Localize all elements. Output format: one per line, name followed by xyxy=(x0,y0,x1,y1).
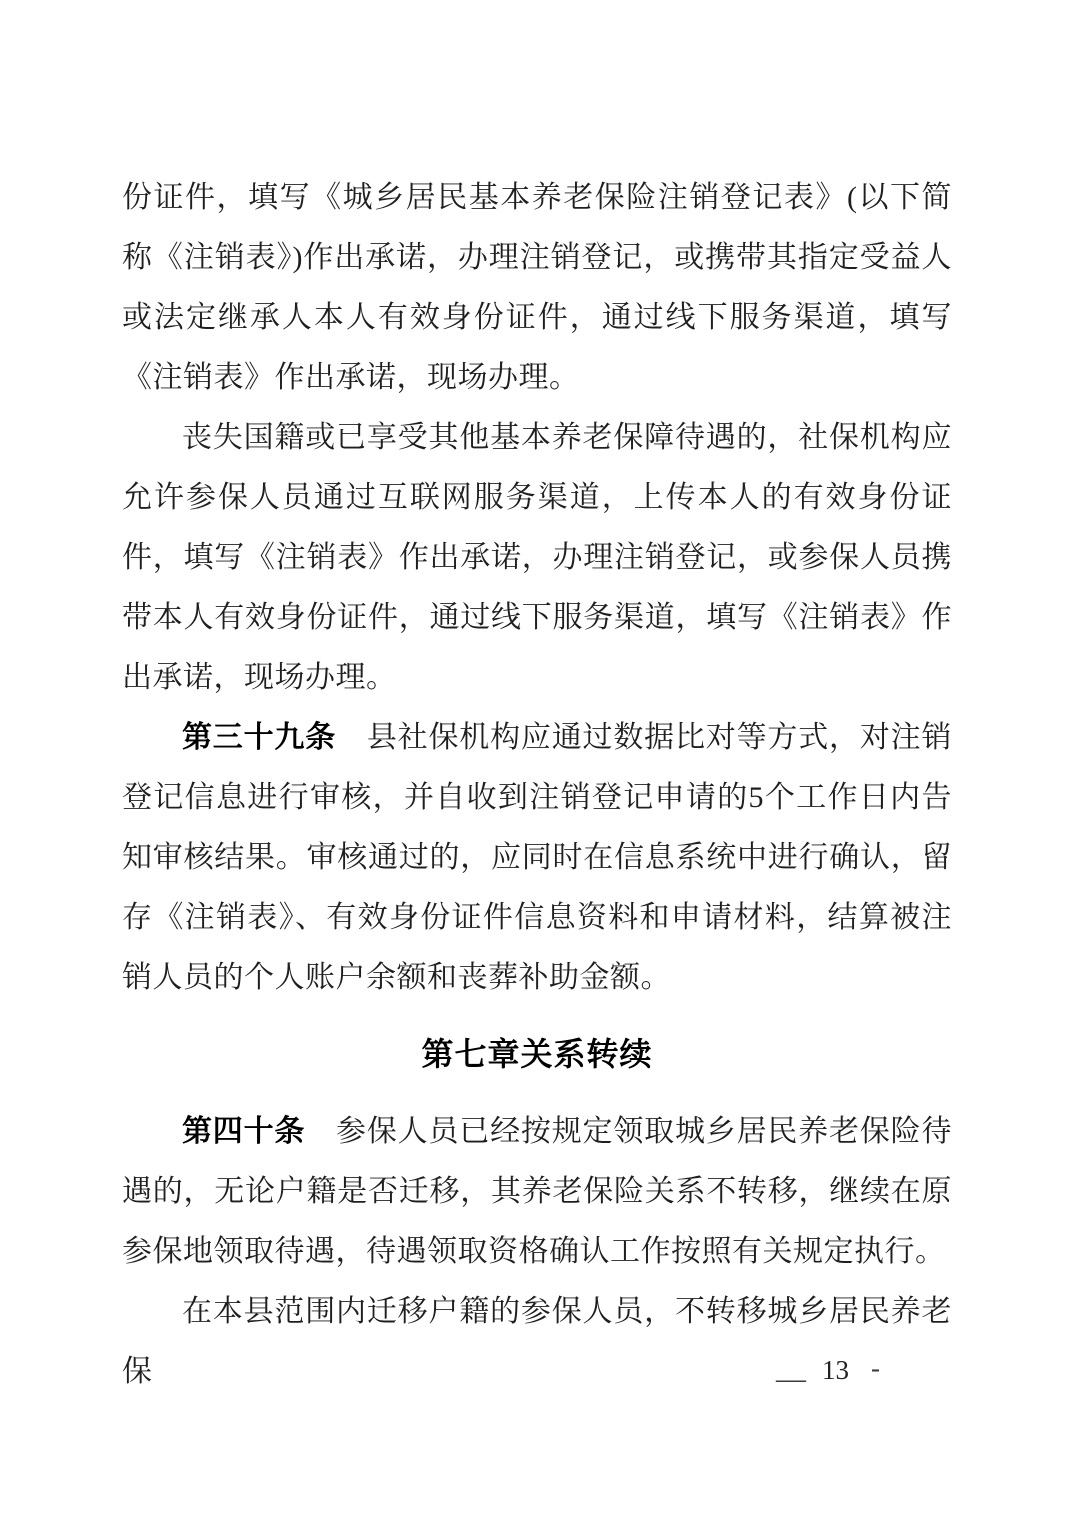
page-footer xyxy=(776,1352,880,1395)
paragraph xyxy=(122,168,952,408)
paragraph xyxy=(122,708,952,1008)
body-text: 在本县范围内迁移户籍的参保人员，不转移城乡居民养老保 xyxy=(122,1295,952,1388)
article-number: 第四十条 xyxy=(182,1115,306,1148)
body-text: 份证件，填写《城乡居民基本养老保险注销登记表》(以下简称《注销表》)作出承诺，办理注销登记，或携带其指定受益人或法定继承人本人有效身份证件，通过线下服务渠道，填写《注销表》作出承诺，现场办理。 xyxy=(122,181,952,394)
paragraph xyxy=(122,408,952,708)
footer-right-dash: - xyxy=(871,1352,880,1383)
body-text: 参保人员已经按规定领取城乡居民养老保险待遇的，无论户籍是否迁移，其养老保险关系不转移，继续在原参保地领取待遇，待遇领取资格确认工作按照有关规定执行。 xyxy=(122,1115,952,1268)
body-text: 丧失国籍或已享受其他基本养老保障待遇的，社保机构应允许参保人员通过互联网服务渠道，上传本人的有效身份证件，填写《注销表》作出承诺，办理注销登记，或参保人员携带本人有效身份证件，通过线下服务渠道，填写《注销表》作出承诺，现场办理。 xyxy=(122,421,952,694)
chapter-heading: 第七章关系转续 xyxy=(421,1036,653,1072)
article-number: 第三十九条 xyxy=(182,721,337,754)
footer-left-dash: — xyxy=(776,1362,806,1395)
paragraph xyxy=(122,1102,952,1282)
body-text: 县社保机构应通过数据比对等方式，对注销登记信息进行审核，并自收到注销登记申请的5个工作日内告知审核结果。审核通过的，应同时在信息系统中进行确认，留存《注销表》、有效身份证件信息资料和申请材料，结算被注销人员的个人账户余额和丧葬补助金额。 xyxy=(122,721,952,994)
page-number: 13 xyxy=(822,1354,849,1385)
document-body xyxy=(122,168,952,1402)
